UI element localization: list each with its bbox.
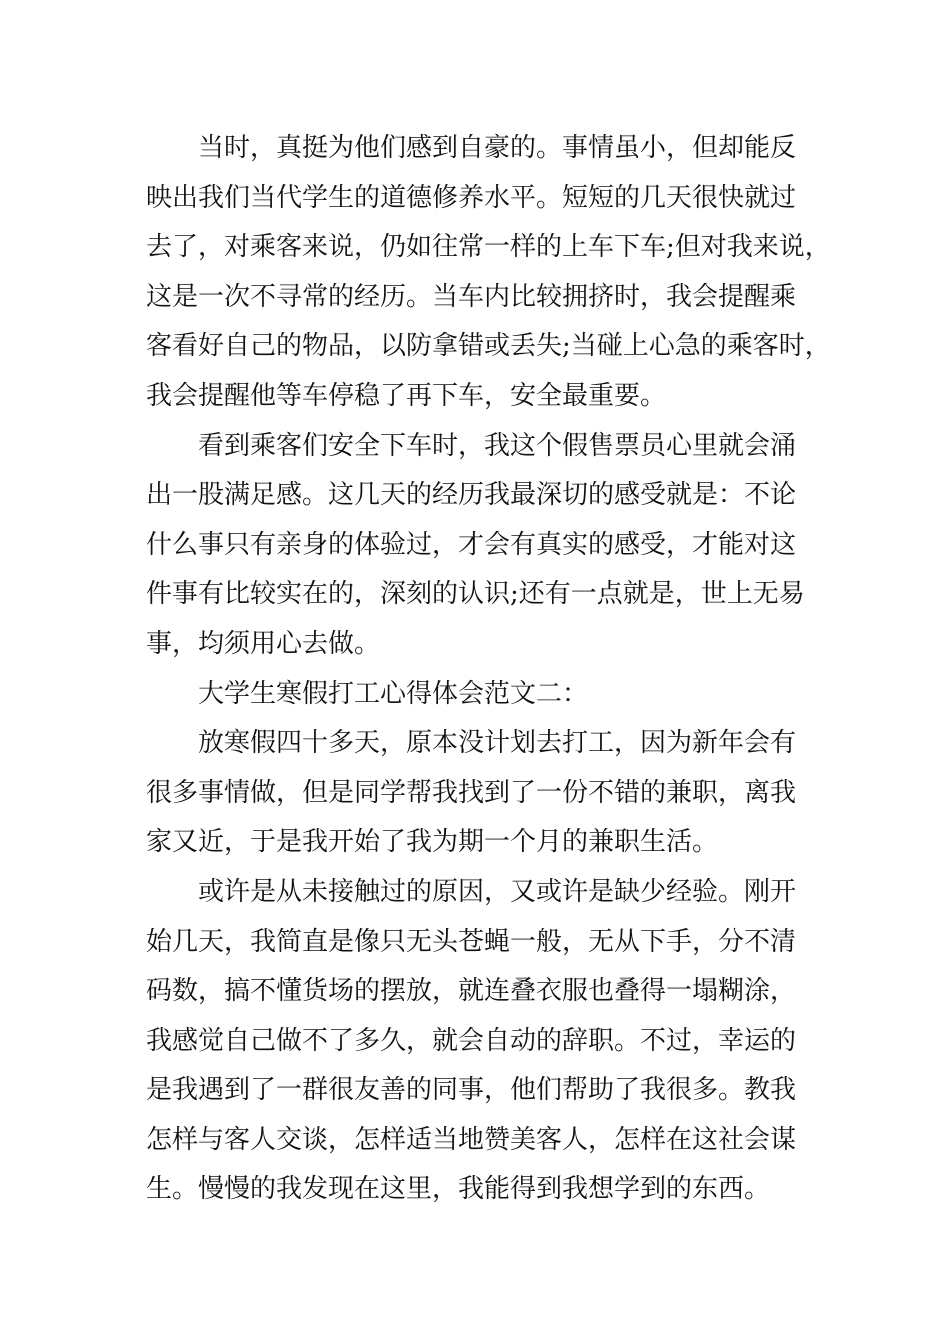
text-line: 我感觉自己做不了多久，就会自动的辞职。不过，幸运的	[146, 1025, 797, 1056]
text-line: 是我遇到了一群很友善的同事，他们帮助了我很多。教我	[146, 1075, 797, 1106]
paragraph-4	[146, 868, 836, 1215]
text-line: 这是一次不寻常的经历。当车内比较拥挤时，我会提醒乘	[146, 281, 797, 312]
text-line: 什么事只有亲身的体验过，才会有真实的感受，才能对这	[146, 529, 797, 560]
text-line: 出一股满足感。这几天的经历我最深切的感受就是：不论	[146, 480, 797, 511]
text-line: 我会提醒他等车停稳了再下车，安全最重要。	[146, 380, 667, 411]
text-line: 看到乘客们安全下车时，我这个假售票员心里就会涌	[198, 430, 797, 461]
paragraph-3	[146, 719, 836, 868]
text-line: 生。慢慢的我发现在这里，我能得到我想学到的东西。	[146, 1174, 771, 1205]
text-line: 家又近，于是我开始了我为期一个月的兼职生活。	[146, 827, 719, 858]
text-line: 始几天，我简直是像只无头苍蝇一般，无从下手，分不清	[146, 926, 797, 957]
text-line: 或许是从未接触过的原因，又或许是缺少经验。刚开	[198, 876, 797, 907]
text-line: 当时，真挺为他们感到自豪的。事情虽小，但却能反	[198, 133, 797, 163]
text-line: 码数，搞不懂货场的摆放，就连叠衣服也叠得一塌糊涂，	[146, 976, 797, 1007]
text-line: 很多事情做，但是同学帮我找到了一份不错的兼职，离我	[146, 777, 797, 808]
text-line: 件事有比较实在的，深刻的认识;还有一点就是，世上无易	[146, 579, 805, 610]
heading-line: 大学生寒假打工心得体会范文二：	[198, 678, 589, 709]
text-line: 放寒假四十多天，原本没计划去打工，因为新年会有	[198, 728, 797, 759]
paragraph-2	[146, 422, 836, 670]
section-heading	[146, 670, 836, 720]
text-line: 映出我们当代学生的道德修养水平。短短的几天很快就过	[146, 182, 797, 213]
text-line: 客看好自己的物品，以防拿错或丢失;当碰上心急的乘客时，	[146, 331, 831, 362]
document-body	[146, 124, 836, 1215]
text-line: 怎样与客人交谈，怎样适当地赞美客人，怎样在这社会谋	[146, 1124, 797, 1155]
text-line: 去了，对乘客来说，仍如往常一样的上车下车;但对我来说，	[146, 232, 831, 263]
paragraph-1	[146, 124, 836, 422]
text-line: 事，均须用心去做。	[146, 628, 381, 659]
